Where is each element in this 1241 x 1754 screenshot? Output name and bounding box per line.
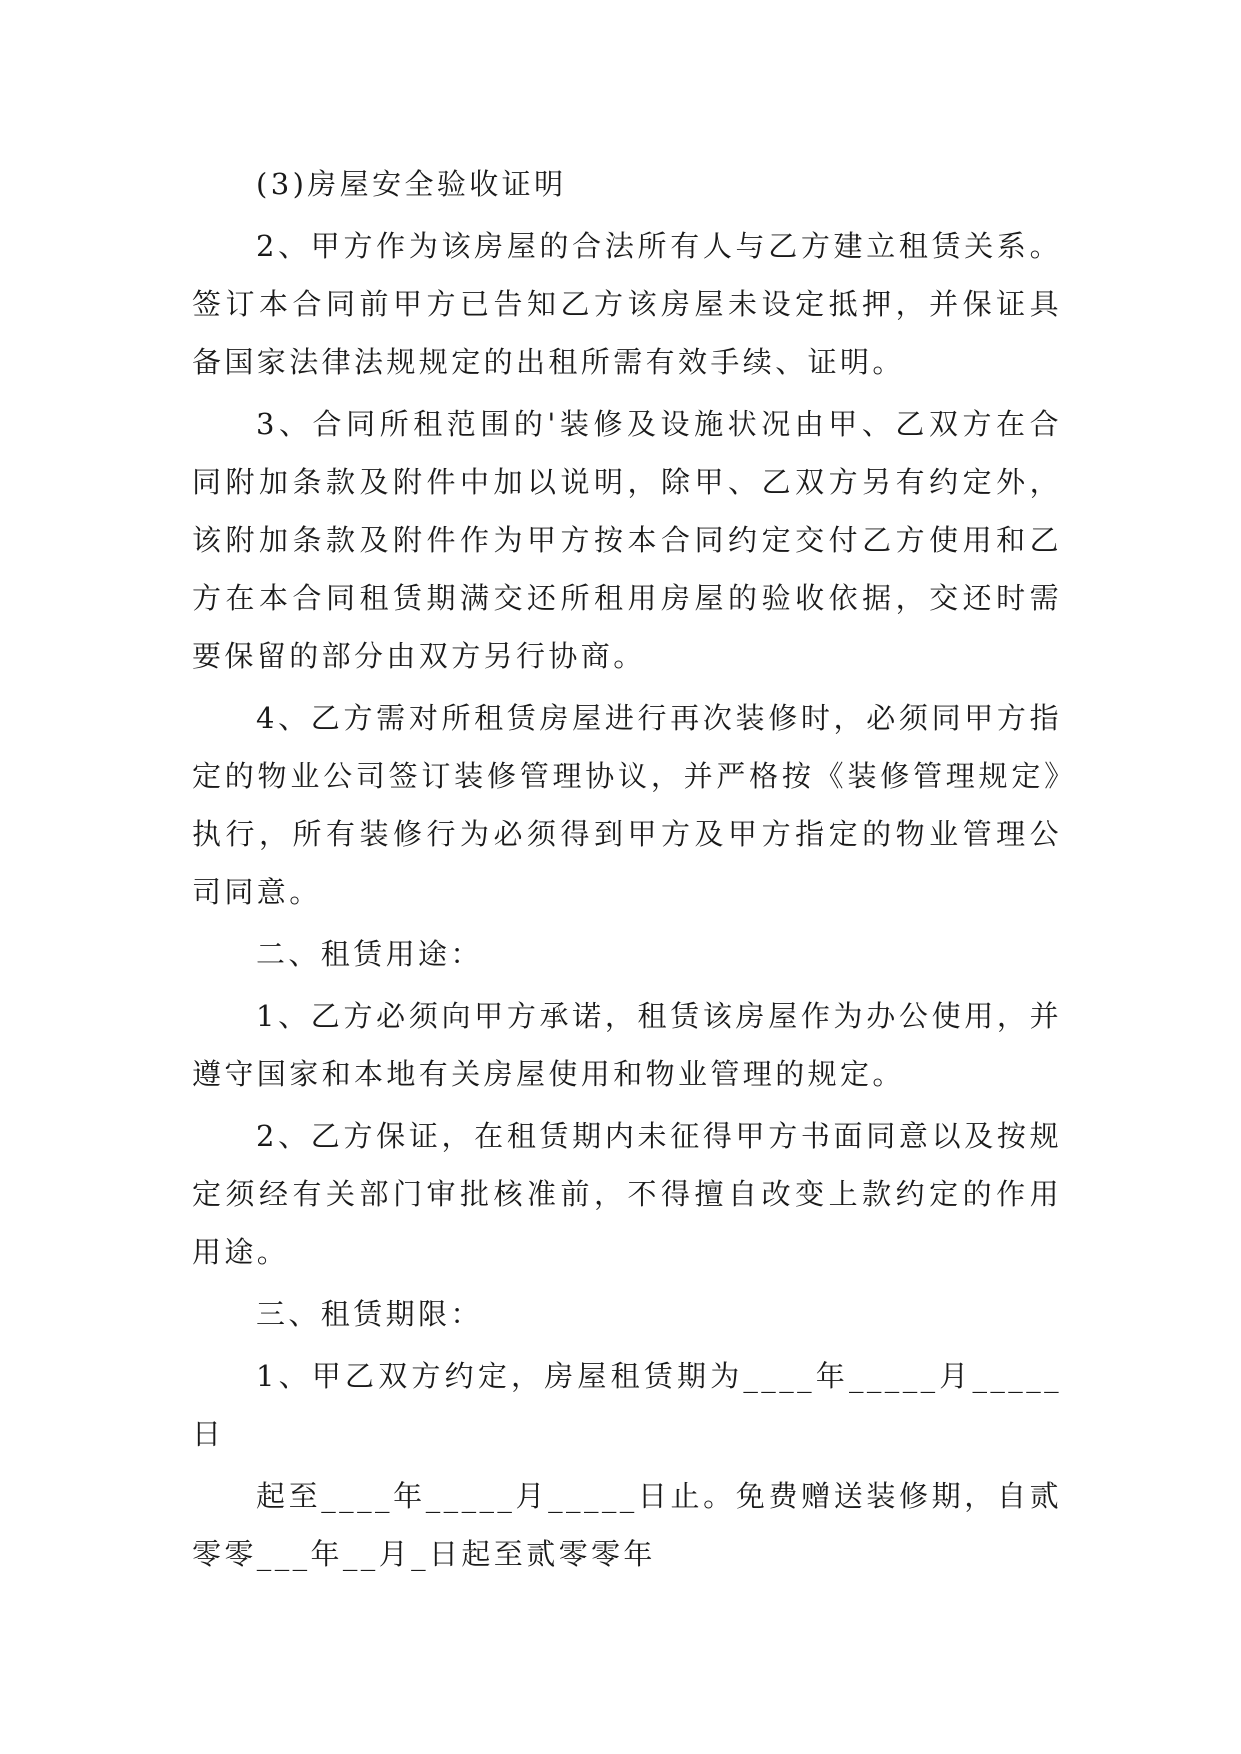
- heading-lease-purpose: 二、租赁用途：: [256, 937, 483, 971]
- document-page: [192, 155, 1062, 1587]
- heading-lease-term: 三、租赁期限：: [256, 1297, 483, 1331]
- paragraph-purpose-2: 2、乙方保证，在租赁期内未征得甲方书面同意以及按规定须经有关部门审批核准前，不得擅自改变上款约定的作用用途。: [192, 1119, 1062, 1269]
- paragraph-clause-3-decoration: 3、合同所租范围的'装修及设施状况由甲、乙双方在合同附加条款及附件中加以说明，除甲、乙双方另有约定外，该附加条款及附件作为甲方按本合同约定交付乙方使用和乙方在本合同租赁期满交还所租用房屋的验收依据，交还时需要保留的部分由双方另行协商。: [192, 407, 1062, 673]
- paragraph-house-safety-certificate: (3)房屋安全验收证明: [256, 167, 567, 201]
- paragraph-term-continuation: 起至____年_____月_____日止。免费赠送装修期，自贰零零___年__月_日起至贰零零年: [192, 1479, 1062, 1571]
- paragraph-clause-2-ownership: 2、甲方作为该房屋的合法所有人与乙方建立租赁关系。签订本合同前甲方已告知乙方该房屋未设定抵押，并保证具备国家法律法规规定的出租所需有效手续、证明。: [192, 229, 1062, 379]
- paragraph-term-1: 1、甲乙双方约定，房屋租赁期为____年_____月_____日: [192, 1359, 1062, 1451]
- paragraph-clause-4-renovation: 4、乙方需对所租赁房屋进行再次装修时，必须同甲方指定的物业公司签订装修管理协议，并严格按《装修管理规定》执行，所有装修行为必须得到甲方及甲方指定的物业管理公司同意。: [192, 701, 1062, 909]
- paragraph-purpose-1: 1、乙方必须向甲方承诺，租赁该房屋作为办公使用，并遵守国家和本地有关房屋使用和物业管理的规定。: [192, 999, 1062, 1091]
